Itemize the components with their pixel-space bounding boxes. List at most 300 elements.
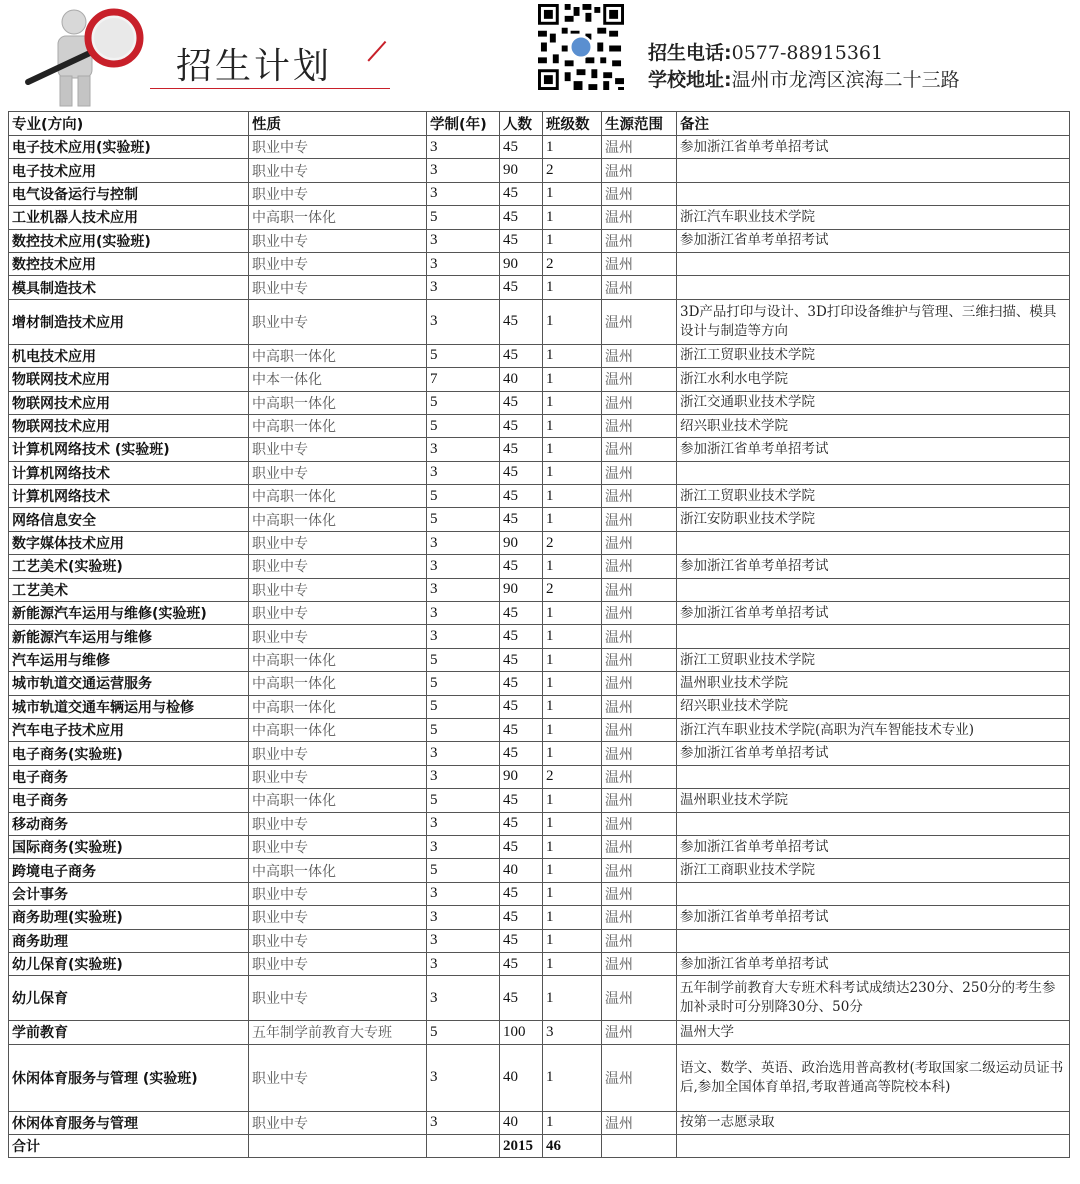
cell-remark: 浙江工商职业技术学院: [677, 859, 1070, 882]
table-row: [9, 742, 1070, 765]
cell-count: 45: [500, 276, 543, 299]
cell-major: 电子技术应用: [9, 159, 249, 182]
cell-classes: 1: [543, 695, 602, 718]
col-header-remark: 备注: [677, 112, 1070, 136]
title-slash: [367, 41, 386, 61]
table-row: [9, 531, 1070, 554]
cell-remark: 参加浙江省单考单招考试: [677, 835, 1070, 858]
table-row: [9, 461, 1070, 484]
cell-nature: 职业中专: [249, 765, 427, 788]
table-row: [9, 929, 1070, 952]
cell-count: 45: [500, 695, 543, 718]
cell-nature: 职业中专: [249, 929, 427, 952]
table-row: [9, 368, 1070, 391]
cell-source: 温州: [602, 578, 677, 601]
cell-classes: 1: [543, 344, 602, 367]
cell-source: 温州: [602, 765, 677, 788]
cell-count: 40: [500, 1044, 543, 1111]
cell-major: 汽车电子技术应用: [9, 718, 249, 741]
cell-years: 5: [427, 344, 500, 367]
cell-count: 45: [500, 344, 543, 367]
cell-nature: 中本一体化: [249, 368, 427, 391]
cell-remark: 绍兴职业技术学院: [677, 414, 1070, 437]
cell-remark: 浙江工贸职业技术学院: [677, 648, 1070, 671]
cell-remark: 浙江工贸职业技术学院: [677, 344, 1070, 367]
cell-count: 45: [500, 672, 543, 695]
table-row: [9, 718, 1070, 741]
total-label: 合计: [9, 1135, 249, 1158]
cell-major: 新能源汽车运用与维修(实验班): [9, 602, 249, 625]
cell-nature: 职业中专: [249, 882, 427, 905]
cell-count: 45: [500, 812, 543, 835]
cell-classes: 1: [543, 742, 602, 765]
cell-remark: 温州大学: [677, 1021, 1070, 1044]
table-row: [9, 906, 1070, 929]
cell-classes: 1: [543, 789, 602, 812]
cell-major: 电子商务: [9, 789, 249, 812]
cell-years: 3: [427, 531, 500, 554]
cell-source: 温州: [602, 159, 677, 182]
cell-major: 新能源汽车运用与维修: [9, 625, 249, 648]
cell-years: 5: [427, 648, 500, 671]
cell-years: 3: [427, 602, 500, 625]
table-row: [9, 438, 1070, 461]
cell-remark: 参加浙江省单考单招考试: [677, 438, 1070, 461]
cell-source: 温州: [602, 952, 677, 975]
cell-source: 温州: [602, 929, 677, 952]
cell-years: 3: [427, 299, 500, 344]
cell-remark: 3D产品打印与设计、3D打印设备维护与管理、三维扫描、模具设计与制造等方向: [677, 299, 1070, 344]
cell-classes: 2: [543, 765, 602, 788]
cell-classes: 2: [543, 531, 602, 554]
cell-remark: [677, 252, 1070, 275]
cell-major: 电子技术应用(实验班): [9, 136, 249, 159]
cell-remark: 五年制学前教育大专班术科考试成绩达230分、250分的考生参加补录时可分别降30分、50分: [677, 976, 1070, 1021]
cell-remark: [677, 531, 1070, 554]
cell-remark: 浙江水利水电学院: [677, 368, 1070, 391]
table-row: [9, 414, 1070, 437]
cell-major: 数控技术应用: [9, 252, 249, 275]
table-row: [9, 159, 1070, 182]
cell-major: 模具制造技术: [9, 276, 249, 299]
cell-nature: 中高职一体化: [249, 672, 427, 695]
cell-years: 3: [427, 835, 500, 858]
cell-count: 40: [500, 859, 543, 882]
cell-nature: 职业中专: [249, 1111, 427, 1134]
cell-source: 温州: [602, 252, 677, 275]
table-row: [9, 508, 1070, 531]
address-label: 学校地址:: [648, 69, 732, 91]
col-header-source: 生源范围: [602, 112, 677, 136]
cell-classes: 1: [543, 718, 602, 741]
qr-code-icon[interactable]: [538, 4, 624, 90]
table-row: [9, 578, 1070, 601]
cell-count: 45: [500, 952, 543, 975]
cell-classes: 1: [543, 859, 602, 882]
cell-count: 90: [500, 159, 543, 182]
cell-remark: 参加浙江省单考单招考试: [677, 555, 1070, 578]
cell-count: 45: [500, 742, 543, 765]
cell-classes: 1: [543, 906, 602, 929]
phone-label: 招生电话:: [648, 42, 732, 64]
cell-years: 3: [427, 976, 500, 1021]
cell-nature: 中高职一体化: [249, 485, 427, 508]
cell-count: 45: [500, 485, 543, 508]
cell-years: 3: [427, 578, 500, 601]
cell-classes: 1: [543, 929, 602, 952]
cell-nature: 中高职一体化: [249, 344, 427, 367]
cell-years: 7: [427, 368, 500, 391]
cell-major: 城市轨道交通运营服务: [9, 672, 249, 695]
table-row: [9, 1044, 1070, 1111]
cell-major: 汽车运用与维修: [9, 648, 249, 671]
cell-classes: 1: [543, 461, 602, 484]
cell-years: 5: [427, 718, 500, 741]
cell-count: 45: [500, 206, 543, 229]
cell-classes: 1: [543, 182, 602, 205]
cell-source: 温州: [602, 485, 677, 508]
cell-classes: 1: [543, 882, 602, 905]
cell-years: 3: [427, 555, 500, 578]
cell-remark: 温州职业技术学院: [677, 672, 1070, 695]
cell-source: 温州: [602, 1021, 677, 1044]
cell-classes: 1: [543, 485, 602, 508]
col-header-classes: 班级数: [543, 112, 602, 136]
col-header-major: 专业(方向): [9, 112, 249, 136]
cell-major: 商务助理: [9, 929, 249, 952]
cell-classes: 2: [543, 252, 602, 275]
cell-count: 45: [500, 602, 543, 625]
cell-source: 温州: [602, 602, 677, 625]
cell-remark: 浙江安防职业技术学院: [677, 508, 1070, 531]
cell-years: 3: [427, 159, 500, 182]
cell-years: 3: [427, 952, 500, 975]
cell-remark: 参加浙江省单考单招考试: [677, 906, 1070, 929]
cell-remark: [677, 929, 1070, 952]
cell-nature: 职业中专: [249, 252, 427, 275]
cell-source: 温州: [602, 531, 677, 554]
cell-classes: 1: [543, 602, 602, 625]
cell-years: 3: [427, 438, 500, 461]
cell-source: 温州: [602, 508, 677, 531]
cell-nature: 职业中专: [249, 602, 427, 625]
cell-years: 3: [427, 461, 500, 484]
cell-years: 5: [427, 1021, 500, 1044]
cell-count: 45: [500, 438, 543, 461]
cell-source: 温州: [602, 438, 677, 461]
cell-major: 电气设备运行与控制: [9, 182, 249, 205]
cell-major: 跨境电子商务: [9, 859, 249, 882]
cell-count: 45: [500, 789, 543, 812]
cell-nature: 五年制学前教育大专班: [249, 1021, 427, 1044]
table-row: [9, 485, 1070, 508]
contact-info: [648, 40, 960, 94]
cell-count: 90: [500, 531, 543, 554]
page-header: [0, 0, 1080, 110]
cell-years: 5: [427, 695, 500, 718]
cell-years: 5: [427, 485, 500, 508]
cell-count: 45: [500, 835, 543, 858]
cell-major: 电子商务: [9, 765, 249, 788]
cell-source: 温州: [602, 835, 677, 858]
cell-nature: 中高职一体化: [249, 695, 427, 718]
cell-remark: 参加浙江省单考单招考试: [677, 229, 1070, 252]
cell-years: 3: [427, 229, 500, 252]
cell-count: 45: [500, 391, 543, 414]
cell-count: 45: [500, 414, 543, 437]
table-row: [9, 859, 1070, 882]
cell-years: 3: [427, 765, 500, 788]
cell-source: 温州: [602, 882, 677, 905]
cell-major: 计算机网络技术 (实验班): [9, 438, 249, 461]
cell-classes: 1: [543, 368, 602, 391]
cell-major: 休闲体育服务与管理: [9, 1111, 249, 1134]
cell-classes: 2: [543, 159, 602, 182]
table-row: [9, 882, 1070, 905]
cell-nature: 中高职一体化: [249, 718, 427, 741]
cell-count: 45: [500, 229, 543, 252]
table-row: [9, 625, 1070, 648]
cell-major: 数控技术应用(实验班): [9, 229, 249, 252]
table-row: [9, 391, 1070, 414]
cell-source: 温州: [602, 976, 677, 1021]
cell-classes: 1: [543, 1111, 602, 1134]
cell-classes: 1: [543, 206, 602, 229]
cell-classes: 1: [543, 299, 602, 344]
cell-source: 温州: [602, 1044, 677, 1111]
cell-source: 温州: [602, 742, 677, 765]
cell-years: 3: [427, 929, 500, 952]
cell-source: 温州: [602, 648, 677, 671]
cell-nature: 职业中专: [249, 906, 427, 929]
address-value: 温州市龙湾区滨海二十三路: [731, 69, 960, 91]
cell-nature: 职业中专: [249, 1044, 427, 1111]
cell-remark: [677, 812, 1070, 835]
cell-classes: 1: [543, 438, 602, 461]
cell-major: 物联网技术应用: [9, 414, 249, 437]
cell-years: 3: [427, 812, 500, 835]
cell-count: 45: [500, 136, 543, 159]
cell-years: 5: [427, 508, 500, 531]
cell-source: 温州: [602, 672, 677, 695]
cell-years: 5: [427, 206, 500, 229]
cell-years: 3: [427, 625, 500, 648]
cell-major: 工业机器人技术应用: [9, 206, 249, 229]
phone-value: 0577-88915361: [731, 42, 884, 64]
cell-major: 电子商务(实验班): [9, 742, 249, 765]
cell-years: 5: [427, 672, 500, 695]
cell-nature: 中高职一体化: [249, 414, 427, 437]
cell-remark: [677, 276, 1070, 299]
cell-source: 温州: [602, 555, 677, 578]
cell-nature: 职业中专: [249, 159, 427, 182]
table-row: [9, 952, 1070, 975]
cell-nature: 职业中专: [249, 555, 427, 578]
cell-years: 5: [427, 391, 500, 414]
cell-count: 100: [500, 1021, 543, 1044]
cell-remark: 温州职业技术学院: [677, 789, 1070, 812]
cell-years: 3: [427, 276, 500, 299]
cell-source: 温州: [602, 789, 677, 812]
cell-count: 45: [500, 929, 543, 952]
cell-major: 学前教育: [9, 1021, 249, 1044]
cell-classes: 1: [543, 812, 602, 835]
cell-nature: 职业中专: [249, 299, 427, 344]
cell-remark: 浙江工贸职业技术学院: [677, 485, 1070, 508]
cell-source: 温州: [602, 391, 677, 414]
cell-nature: 职业中专: [249, 742, 427, 765]
cell-source: 温州: [602, 276, 677, 299]
table-row: [9, 229, 1070, 252]
cell-classes: 1: [543, 648, 602, 671]
cell-count: 45: [500, 299, 543, 344]
cell-count: 45: [500, 718, 543, 741]
address-line: [648, 67, 960, 94]
cell-source: 温州: [602, 859, 677, 882]
table-row: [9, 136, 1070, 159]
cell-nature: 中高职一体化: [249, 508, 427, 531]
cell-classes: 1: [543, 1044, 602, 1111]
cell-classes: 1: [543, 391, 602, 414]
cell-count: 45: [500, 182, 543, 205]
table-row: [9, 1111, 1070, 1134]
cell-classes: 2: [543, 578, 602, 601]
table-row: [9, 765, 1070, 788]
table-row: [9, 812, 1070, 835]
cell-major: 机电技术应用: [9, 344, 249, 367]
cell-years: 3: [427, 1044, 500, 1111]
cell-source: 温州: [602, 1111, 677, 1134]
cell-classes: 1: [543, 835, 602, 858]
cell-source: 温州: [602, 625, 677, 648]
cell-major: 计算机网络技术: [9, 461, 249, 484]
cell-major: 物联网技术应用: [9, 391, 249, 414]
cell-major: 会计事务: [9, 882, 249, 905]
page-title: 招生计划: [176, 46, 333, 87]
cell-nature: 中高职一体化: [249, 789, 427, 812]
cell-classes: 1: [543, 136, 602, 159]
cell-nature: 中高职一体化: [249, 859, 427, 882]
cell-major: 国际商务(实验班): [9, 835, 249, 858]
cell-count: 45: [500, 555, 543, 578]
cell-remark: 按第一志愿录取: [677, 1111, 1070, 1134]
enrollment-table: [8, 111, 1070, 1158]
cell-classes: 1: [543, 276, 602, 299]
cell-nature: 职业中专: [249, 136, 427, 159]
cell-classes: 3: [543, 1021, 602, 1044]
cell-major: 数字媒体技术应用: [9, 531, 249, 554]
cell-remark: 绍兴职业技术学院: [677, 695, 1070, 718]
cell-major: 幼儿保育(实验班): [9, 952, 249, 975]
cell-years: 3: [427, 136, 500, 159]
cell-count: 40: [500, 368, 543, 391]
col-header-count: 人数: [500, 112, 543, 136]
total-count: 2015: [500, 1135, 543, 1158]
cell-source: 温州: [602, 299, 677, 344]
cell-nature: 中高职一体化: [249, 648, 427, 671]
cell-nature: 职业中专: [249, 531, 427, 554]
col-header-nature: 性质: [249, 112, 427, 136]
total-row: [9, 1135, 1070, 1158]
cell-remark: 浙江汽车职业技术学院(高职为汽车智能技术专业): [677, 718, 1070, 741]
cell-count: 90: [500, 765, 543, 788]
cell-remark: 参加浙江省单考单招考试: [677, 742, 1070, 765]
table-row: [9, 695, 1070, 718]
cell-count: 45: [500, 976, 543, 1021]
cell-source: 温州: [602, 812, 677, 835]
cell-count: 90: [500, 578, 543, 601]
cell-count: 45: [500, 648, 543, 671]
cell-years: 5: [427, 859, 500, 882]
cell-remark: [677, 765, 1070, 788]
table-row: [9, 555, 1070, 578]
cell-major: 幼儿保育: [9, 976, 249, 1021]
cell-classes: 1: [543, 555, 602, 578]
table-row: [9, 344, 1070, 367]
cell-remark: 参加浙江省单考单招考试: [677, 136, 1070, 159]
cell-remark: 参加浙江省单考单招考试: [677, 602, 1070, 625]
cell-remark: 参加浙江省单考单招考试: [677, 952, 1070, 975]
col-header-years: 学制(年): [427, 112, 500, 136]
cell-count: 45: [500, 508, 543, 531]
cell-remark: 浙江交通职业技术学院: [677, 391, 1070, 414]
cell-count: 45: [500, 461, 543, 484]
cell-classes: 1: [543, 508, 602, 531]
cell-remark: [677, 159, 1070, 182]
total-classes: 46: [543, 1135, 602, 1158]
cell-source: 温州: [602, 136, 677, 159]
cell-major: 休闲体育服务与管理 (实验班): [9, 1044, 249, 1111]
cell-remark: 浙江汽车职业技术学院: [677, 206, 1070, 229]
cell-source: 温州: [602, 718, 677, 741]
table-header-row: [9, 112, 1070, 136]
table-row: [9, 206, 1070, 229]
cell-nature: 职业中专: [249, 812, 427, 835]
cell-source: 温州: [602, 461, 677, 484]
cell-count: 40: [500, 1111, 543, 1134]
cell-nature: 中高职一体化: [249, 391, 427, 414]
table-row: [9, 182, 1070, 205]
cell-source: 温州: [602, 229, 677, 252]
cell-major: 城市轨道交通车辆运用与检修: [9, 695, 249, 718]
table-row: [9, 299, 1070, 344]
table-row: [9, 648, 1070, 671]
cell-classes: 1: [543, 229, 602, 252]
cell-count: 45: [500, 625, 543, 648]
table-row: [9, 789, 1070, 812]
cell-nature: 职业中专: [249, 976, 427, 1021]
cell-source: 温州: [602, 206, 677, 229]
table-row: [9, 672, 1070, 695]
cell-major: 网络信息安全: [9, 508, 249, 531]
cell-source: 温州: [602, 182, 677, 205]
cell-classes: 1: [543, 672, 602, 695]
table-row: [9, 276, 1070, 299]
table-row: [9, 835, 1070, 858]
table-row: [9, 602, 1070, 625]
cell-nature: 职业中专: [249, 182, 427, 205]
cell-source: 温州: [602, 344, 677, 367]
cell-classes: 1: [543, 625, 602, 648]
cell-years: 3: [427, 252, 500, 275]
title-underline: [150, 88, 390, 89]
cell-classes: 1: [543, 952, 602, 975]
table-row: [9, 1021, 1070, 1044]
cell-major: 工艺美术(实验班): [9, 555, 249, 578]
cell-count: 45: [500, 906, 543, 929]
cell-major: 工艺美术: [9, 578, 249, 601]
cell-source: 温州: [602, 414, 677, 437]
